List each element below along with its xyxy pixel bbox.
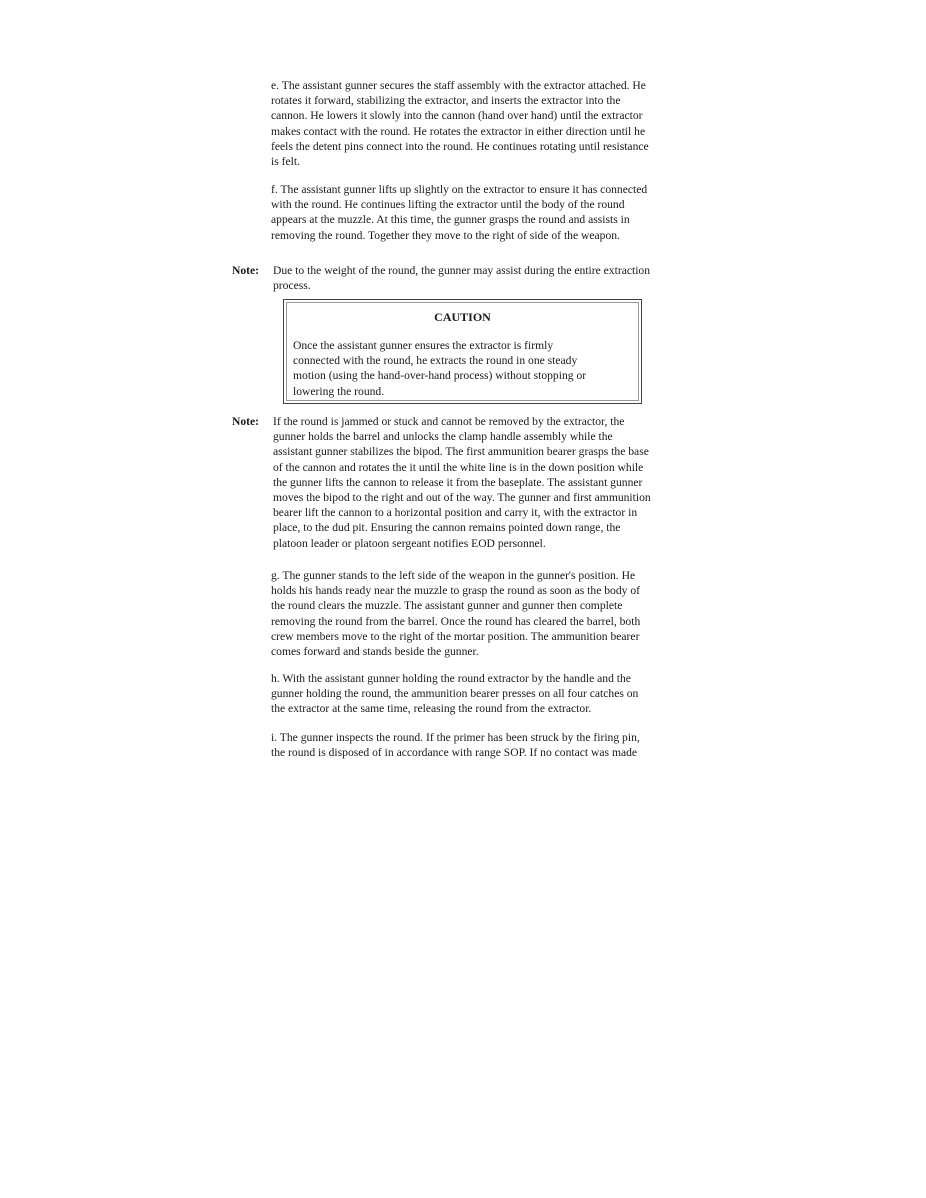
note-line: bearer lift the cannon to a horizontal position and carry it, with the extractor in (273, 506, 638, 520)
caution-line: lowering the round. (293, 384, 385, 398)
note-body (273, 263, 703, 293)
paragraph-line: with the round. He continues lifting the extractor until the body of the round (271, 198, 625, 212)
note-line: the gunner lifts the cannon to release it from the baseplate. The assistant gunner (273, 475, 643, 489)
paragraph-line: the round clears the muzzle. The assistant gunner and gunner then complete (271, 599, 623, 613)
caution-line: Once the assistant gunner ensures the extractor is firmly (293, 339, 554, 352)
paragraph-line: rotates it forward, stabilizing the extractor, and inserts the extractor into the (271, 94, 621, 108)
note-line: platoon leader or platoon sergeant notifies EOD personnel. (273, 536, 546, 550)
note-line: Due to the weight of the round, the gunner may assist during the entire extraction (273, 264, 651, 277)
note-line: process. (273, 279, 311, 293)
note-label: Note: (232, 415, 260, 428)
paragraph-line: feels the detent pins connect into the round. He continues rotating until resistance (271, 139, 649, 153)
caution-body (293, 338, 638, 399)
paragraph-line: e. The assistant gunner secures the staff assembly with the extractor attached. He (271, 79, 646, 92)
caution-line: connected with the round, he extracts the round in one steady (293, 354, 578, 368)
paragraph-line: holds his hands ready near the muzzle to grasp the round as soon as the body of (271, 584, 640, 598)
paragraph-line: i. The gunner inspects the round. If the primer has been struck by the firing pin, (271, 731, 640, 744)
paragraph-line: cannon. He lowers it slowly into the cannon (hand over hand) until the extractor (271, 109, 643, 123)
paragraph-h (271, 671, 701, 717)
caution-line: motion (using the hand-over-hand process) without stopping or (293, 369, 587, 383)
caution-title: CAUTION (434, 310, 491, 324)
paragraph-line: makes contact with the round. He rotates the extractor in either direction until he (271, 124, 646, 138)
paragraph-line: is felt. (271, 155, 300, 169)
note-line: moves the bipod to the right and out of the way. The gunner and first ammunition (273, 491, 651, 505)
note-line: assistant gunner stabilizes the bipod. The first ammunition bearer grasps the base (273, 445, 649, 459)
note-line: place, to the dud pit. Ensuring the cannon remains pointed down range, the (273, 521, 621, 535)
paragraph-i (271, 730, 701, 760)
paragraph-line: appears at the muzzle. At this time, the gunner grasps the round and assists in (271, 213, 630, 227)
note-label: Note: (232, 264, 260, 277)
paragraph-line: the extractor at the same time, releasing the round from the extractor. (271, 702, 592, 716)
paragraph-line: crew members move to the right of the mortar position. The ammunition bearer (271, 629, 640, 643)
note-line: If the round is jammed or stuck and cannot be removed by the extractor, the (273, 415, 625, 428)
paragraph-line: h. With the assistant gunner holding the round extractor by the handle and the (271, 672, 631, 685)
paragraph-line: removing the round from the barrel. Once the round has cleared the barrel, both (271, 614, 641, 628)
paragraph-line: comes forward and stands beside the gunner. (271, 645, 479, 659)
paragraph-line: g. The gunner stands to the left side of the weapon in the gunner's position. He (271, 569, 636, 582)
paragraph-g (271, 568, 701, 659)
paragraph-e (271, 78, 701, 169)
caution-box (283, 299, 642, 404)
paragraph-line: f. The assistant gunner lifts up slightly on the extractor to ensure it has connected (271, 183, 648, 196)
note-line: gunner holds the barrel and unlocks the clamp handle assembly while the (273, 430, 613, 444)
note-line: of the cannon and rotates the it until the white line is in the down position while (273, 460, 644, 474)
paragraph-f (271, 182, 701, 243)
paragraph-line: gunner holding the round, the ammunition bearer presses on all four catches on (271, 687, 639, 701)
note-body (273, 414, 703, 551)
paragraph-line: the round is disposed of in accordance with range SOP. If no contact was made (271, 746, 638, 760)
paragraph-line: removing the round. Together they move to the right of side of the weapon. (271, 228, 620, 242)
